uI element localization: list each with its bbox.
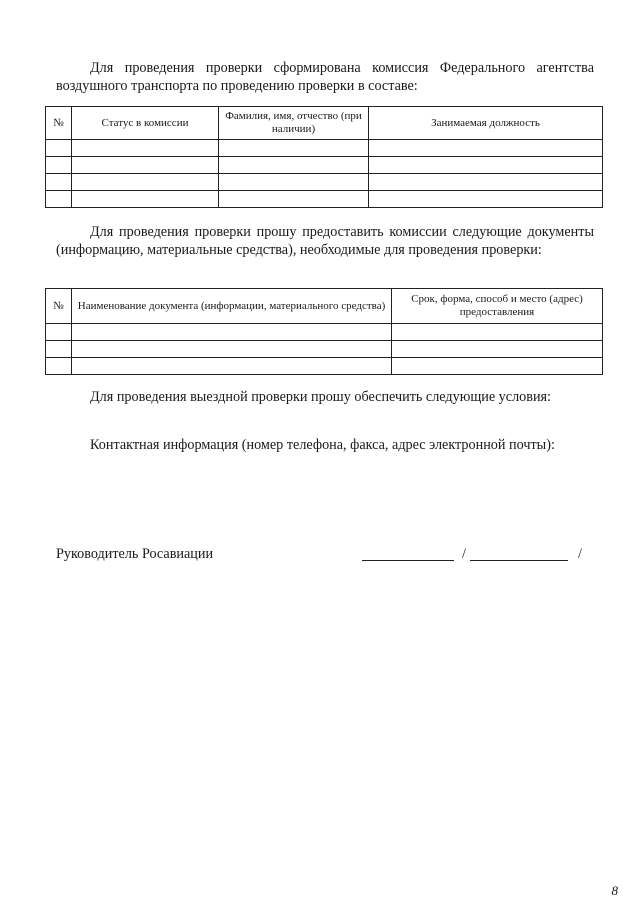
- commission-table-header-row: [46, 107, 603, 140]
- commission-intro-paragraph: Для проведения проверки сформирована комиссия Федерального агентства воздушного транспорта по проведению проверки в составе:: [56, 60, 594, 94]
- table-row: [46, 140, 603, 157]
- table-cell: [72, 157, 219, 174]
- documents-table-header-row: [46, 289, 603, 324]
- page-number: 8: [611, 883, 618, 898]
- table-cell: [46, 358, 72, 375]
- table-cell: [72, 358, 392, 375]
- table-cell: [219, 140, 369, 157]
- table-cell: [72, 174, 219, 191]
- table-cell: [369, 157, 603, 174]
- table-cell: [46, 174, 72, 191]
- table-cell: [72, 140, 219, 157]
- header-terms: Срок, форма, способ и место (адрес) предоставления: [392, 289, 603, 324]
- signature-row: [56, 546, 596, 566]
- commission-table: [45, 106, 603, 208]
- header-full-name: Фамилия, имя, отчество (при наличии): [219, 107, 369, 140]
- header-number: №: [46, 289, 72, 324]
- table-cell: [46, 140, 72, 157]
- table-row: [46, 324, 603, 341]
- table-cell: [219, 191, 369, 208]
- header-document-name: Наименование документа (информации, материального средства): [72, 289, 392, 324]
- table-cell: [369, 174, 603, 191]
- signature-line: [362, 560, 454, 561]
- table-row: [46, 157, 603, 174]
- table-cell: [72, 341, 392, 358]
- table-cell: [219, 174, 369, 191]
- table-row: [46, 358, 603, 375]
- name-line: [470, 560, 568, 561]
- contact-info-paragraph: Контактная информация (номер телефона, факса, адрес электронной почты):: [90, 437, 555, 453]
- documents-intro-paragraph: Для проведения проверки прошу предоставить комиссии следующие документы (информацию, материальные средства), необходимые для проведения проверки:: [56, 224, 594, 258]
- table-cell: [46, 341, 72, 358]
- table-cell: [369, 191, 603, 208]
- header-position: Занимаемая должность: [369, 107, 603, 140]
- table-cell: [392, 324, 603, 341]
- signatory-title: Руководитель Росавиации: [56, 546, 214, 562]
- onsite-conditions-paragraph: Для проведения выездной проверки прошу обеспечить следующие условия:: [90, 389, 552, 405]
- table-cell: [46, 324, 72, 341]
- table-row: [46, 191, 603, 208]
- table-cell: [219, 157, 369, 174]
- table-row: [46, 174, 603, 191]
- separator-slash: /: [462, 546, 466, 562]
- table-cell: [46, 157, 72, 174]
- table-row: [46, 341, 603, 358]
- documents-table: [45, 288, 603, 375]
- table-cell: [46, 191, 72, 208]
- table-cell: [72, 191, 219, 208]
- header-number: №: [46, 107, 72, 140]
- table-cell: [72, 324, 392, 341]
- table-cell: [392, 341, 603, 358]
- table-cell: [369, 140, 603, 157]
- separator-slash: /: [578, 546, 582, 562]
- table-cell: [392, 358, 603, 375]
- header-status: Статус в комиссии: [72, 107, 219, 140]
